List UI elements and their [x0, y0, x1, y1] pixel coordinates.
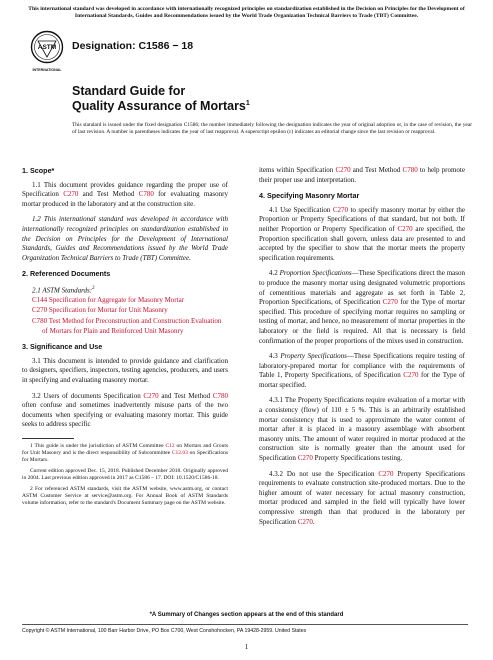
referenced-documents	[22, 284, 228, 336]
link-c780[interactable]: C780	[402, 166, 418, 174]
logo-text-bottom: INTERNATIONAL	[32, 68, 62, 72]
para-4-3-2: 4.3.2 Do not use the Specification C270 Property Specifications requirements to evaluate construction site-produced mortars. Due to the higher amount of water necessary for actual masonry construction, mortar produced and sampled in the field will typically have lower compressive strength than that produced in the laboratory per Specification C270.	[259, 469, 465, 526]
footnote-rule	[22, 438, 74, 439]
link-c270[interactable]: C270	[63, 190, 79, 199]
tbt-notice: This international standard was developed in accordance with internationally recognized principles on standardization established in the Decision on Principles for the Development of International Standards, Guides and Recommendations issued by the World Trade Organization Technical Barriers to Trade (TBT) Committee.	[28, 6, 465, 19]
section-1-heading: 1. Scope*	[22, 166, 55, 175]
para-4-1: 4.1 Use Specification C270 to specify masonry mortar by either the Proportion or Property Specifications of that standard, but not both. If neither Proportion or Property Specification of C270 are specified, the Proportion specification shall govern, unless data are presented to and accepted by the specifier to show that the mortar meets the property specification requirements.	[259, 205, 465, 262]
document-title	[72, 84, 250, 114]
link-c270[interactable]: C270	[382, 298, 398, 307]
section-4-heading: 4. Specifying Masonry Mortar	[259, 191, 360, 201]
page-number: 1	[244, 643, 249, 651]
para-1-2: 1.2 This international standard was developed in accordance with internationally recognized principles on standardization established in the Decision on Principles for the Development of International Standards, Guides and Recommendations issued by the World Trade Organization Technical Barriers to Trade (TBT) Committee.	[22, 215, 228, 262]
astm-standards-label: 2.1 ASTM Standards:$^2$	[32, 285, 95, 295]
para-3-2: 3.2 Users of documents Specification C270 and Test Method C780 often confuse and sometimes inadvertently misuse parts of the two documents when specifying or evaluating masonry mortar. This guide seeks to address specific	[22, 391, 228, 429]
link-c270[interactable]: C270	[397, 224, 413, 233]
para-3-1: 3.1 This document is intended to provide guidance and clarification to designers, specifiers, inspectors, testing agencies, producers, and users in specifying and evaluating masonry mortar.	[22, 356, 228, 385]
ref-c144-link[interactable]: C144 Specification for Aggregate for Masonry Mortar	[32, 295, 185, 304]
right-column	[259, 166, 465, 533]
title-line-2: Quality Assurance of Mortars$^1$	[72, 99, 250, 113]
footnote-2-mark[interactable]: 2	[92, 285, 95, 291]
title-line-1: Standard Guide for	[72, 84, 186, 98]
link-c12-03[interactable]: C12.03	[171, 449, 188, 456]
link-c270[interactable]: C270	[403, 371, 419, 380]
link-c270[interactable]: C270	[332, 205, 349, 214]
footnote-1-edition: Current edition approved Dec. 15, 2018. Published December 2018. Originally approved in 2004. Last previous edition approved in 2017 as C1586 – 17. DOI: 10.1520/C1586-18.	[22, 467, 228, 481]
link-c270[interactable]: C270	[297, 454, 313, 463]
footer-rule	[22, 624, 468, 625]
ref-c780-link[interactable]: C780 Test Method for Preconstruction and Construction Evaluation of Mortars for Plain and Reinforced Unit Masonry	[32, 317, 222, 335]
section-2-heading: 2. Referenced Documents	[22, 269, 111, 279]
astm-logo-icon	[30, 30, 64, 76]
link-c270[interactable]: C270	[378, 469, 394, 478]
link-c12[interactable]: C12	[165, 442, 175, 449]
link-c780[interactable]: C780	[212, 391, 228, 400]
link-c780[interactable]: C780	[138, 190, 154, 199]
title-footnote-mark[interactable]: 1	[245, 100, 250, 107]
summary-of-changes-note: *A Summary of Changes section appears at the end of this standard	[149, 612, 344, 618]
link-c270[interactable]: C270	[143, 391, 159, 400]
link-c270[interactable]: C270	[297, 517, 313, 526]
footnote-1: 1 This guide is under the jurisdiction of ASTM Committee C12 on Mortars and Grouts for Unit Masonry and is the direct responsibility of Subcommittee C12.03 on Specifications for Mortars.	[22, 442, 228, 463]
left-column	[22, 166, 228, 511]
para-4-3-1: 4.3.1 The Property Specifications require evaluation of a mortar with a consistency (flow) of 110 ± 5 %. This is an arbitrarily established mortar consistency that is used to approximate the water content of mortar after it is placed in a masonry assemblage with absorbent masonry units. The amount of water required in mortar produced at the construction site is normally greater than the amount used for Specification C270 Property Specifications testing.	[259, 396, 465, 463]
para-4-3: 4.3 Property Specifications—These Specifications require testing of laboratory-prepared mortar for compliance with the requirements of Table 1, Property Specifications, of Specification C270 for the Type of mortar specified.	[259, 352, 465, 389]
para-1-1: 1.1 This document provides guidance regarding the proper use of Specification C270 and Test Method C780 for evaluating masonry mortar produced in the laboratory and at the construction site.	[22, 180, 228, 208]
footnote-2: 2 For referenced ASTM standards, visit the ASTM website, www.astm.org, or contact ASTM Customer Service at service@astm.org. For Annual Book of ASTM Standards volume information, refer to the standard's Document Summary page on the ASTM website.	[22, 485, 228, 506]
copyright: Copyright © ASTM International, 100 Barr Harbor Drive, PO Box C700, West Conshohocken, PA 19428-2959. United States	[22, 628, 307, 634]
logo-text-top: ASTM	[37, 44, 57, 51]
section-3-heading: 3. Significance and Use	[22, 342, 103, 352]
para-4-2: 4.2 Proportion Specifications—These Specifications direct the mason to produce the masonry mortar using designated volumetric proportions of cementitious materials and aggregate as set forth in Table 2, Proportion Specifications, of Specification C270 for the Type of mortar specified. This procedure of specifying mortar requires no sampling or testing of mortar, and hence, no measurement of mortar properties in the laboratory or the field is required. All that is necessary is field confirmation of the proper proportions of the mixes used in construction.	[259, 269, 466, 345]
para-3-2-continued: items within Specification C270 and Test Method C780 to help promote their proper use and interpretation.	[259, 166, 465, 184]
designation: Designation: C1586 − 18	[72, 40, 194, 52]
issue-note: This standard is issued under the fixed designation C1586; the number immediately following the designation indicates the year of original adoption or, in the case of revision, the year of last revision. A number in parentheses indicates the year of last reapproval. A superscript epsilon (ε) indicates an editorial change since the last revision or reapproval.	[72, 122, 472, 135]
ref-c270-link[interactable]: C270 Specification for Mortar for Unit Masonry	[32, 306, 168, 315]
link-c270[interactable]: C270	[335, 166, 351, 174]
